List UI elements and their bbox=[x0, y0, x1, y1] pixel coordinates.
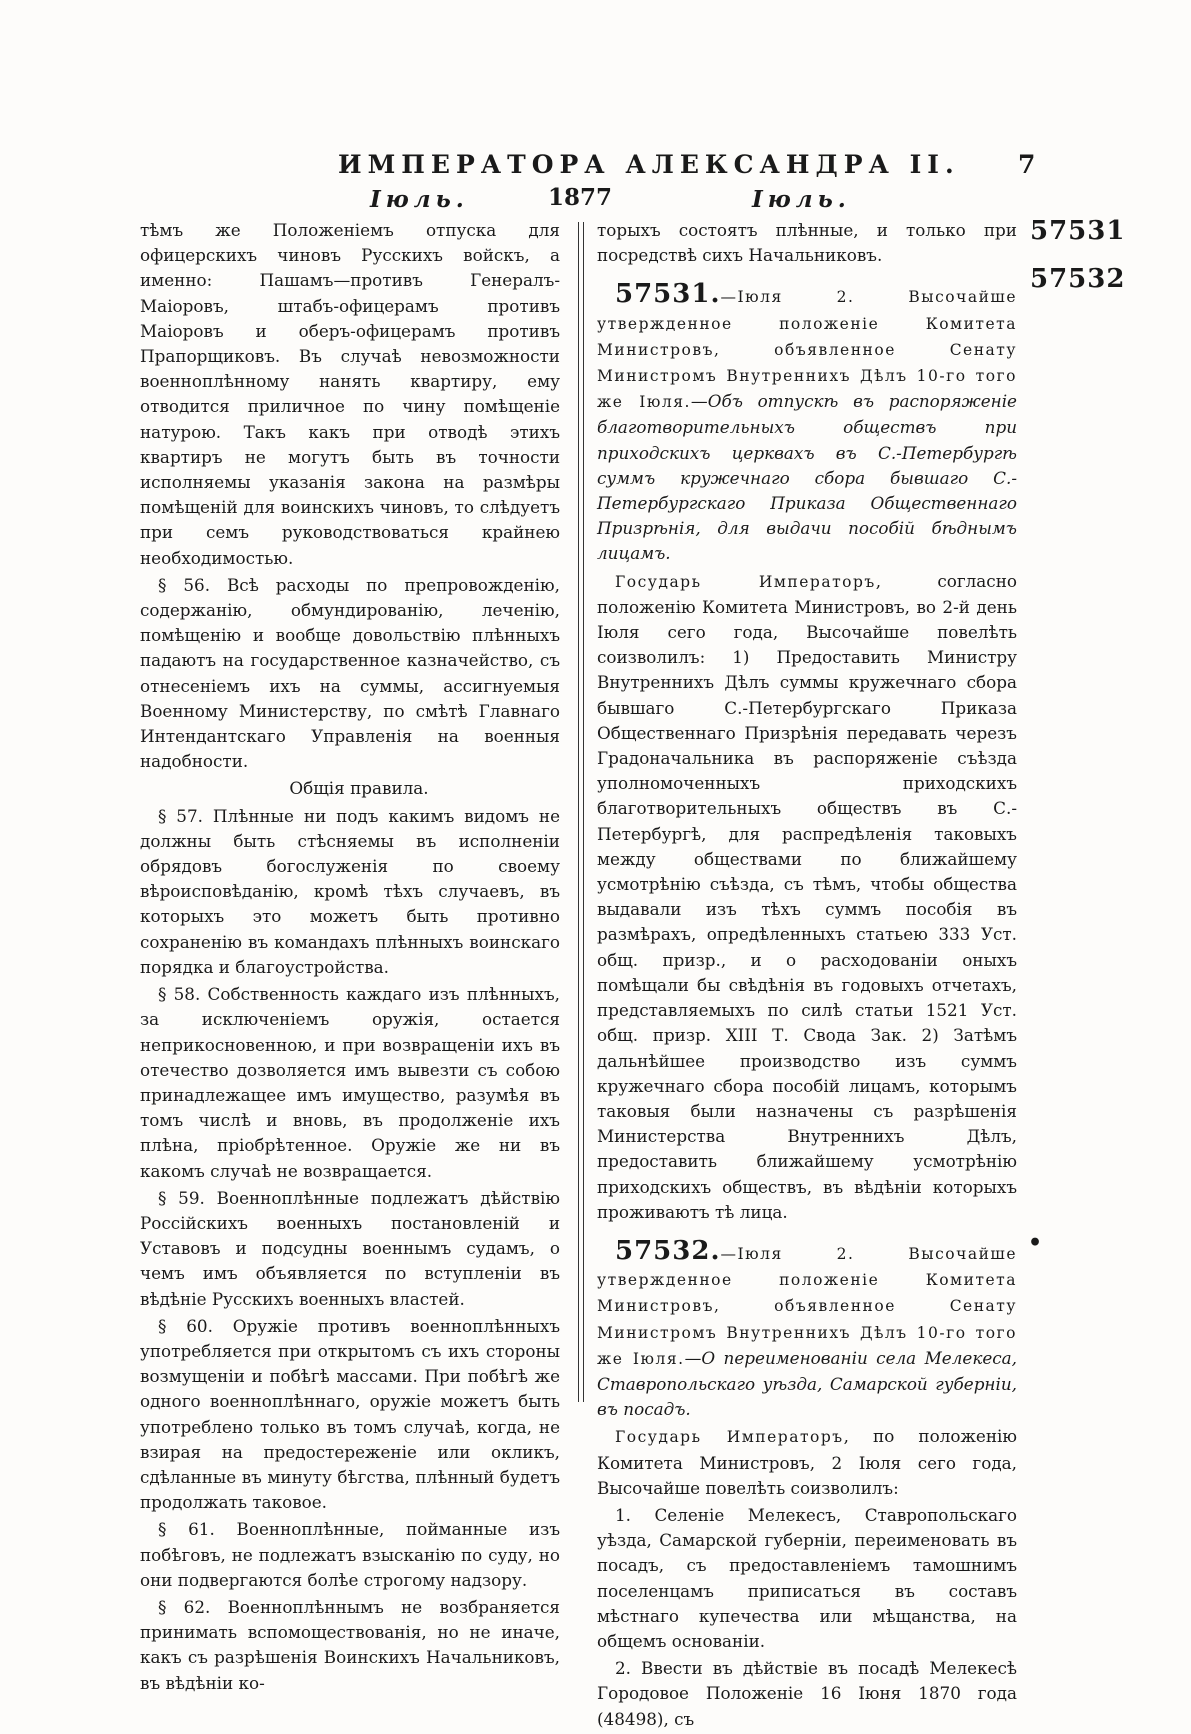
article-item-2: 2. Ввести въ дѣйствіе въ посадѣ Мелекесѣ Городовое Положеніе 16 Іюня 1870 года (48498), съ bbox=[597, 1658, 1017, 1729]
left-column bbox=[140, 218, 560, 1698]
column-divider bbox=[578, 222, 579, 1402]
article-number: 57532. bbox=[615, 1235, 721, 1266]
article-57532-body bbox=[597, 1424, 1017, 1501]
article-number: 57531. bbox=[615, 279, 721, 310]
article-date-heading: —Іюля 2. Высочайше утвержденное положеніе Комитета Министровъ, объявленное Сенату Министромъ Внутреннихъ Дѣлъ 10-го того же Іюля. bbox=[597, 288, 1017, 412]
paragraph-61: § 61. Военноплѣнные, пойманные изъ побѣговъ, не подлежатъ взысканію по суду, но они подвергаются болѣе строгому надзору. bbox=[140, 1519, 560, 1590]
margin-mark: • bbox=[1028, 1230, 1043, 1256]
paragraph-60: § 60. Оружіе противъ военноплѣнныхъ употребляется при открытомъ съ ихъ стороны возмущеніи и побѣгѣ массами. При побѣгѣ же одного военноплѣннаго, оружіе можетъ быть употреблено только въ томъ случаѣ, когда, не взирая на предостереженіе или окликъ, сдѣланные въ минуту бѣгства, плѣнный будетъ продолжать таковое. bbox=[140, 1315, 560, 1513]
paragraph-57: § 57. Плѣнные ни подъ какимъ видомъ не должны быть стѣсняемы въ исполненіи обрядовъ богослуженія по своему вѣроисповѣданію, кромѣ тѣхъ случаевъ, въ которыхъ это можетъ быть противно сохраненію въ командахъ плѣнныхъ воинскаго порядка и благоустройства. bbox=[140, 805, 560, 977]
month-left: Іюль. bbox=[370, 186, 469, 213]
section-subheading: Общія правила. bbox=[289, 778, 429, 799]
margin-article-number: 57531 bbox=[1030, 216, 1126, 246]
emperor-title: Государь Императоръ bbox=[615, 572, 876, 591]
article-date-heading: —Іюля 2. Высочайше утвержденное положеніе Комитета Министровъ, объявленное Сенату Министромъ Внутреннихъ Дѣлъ 10-го того же Іюля. bbox=[597, 1244, 1017, 1368]
month-right: Іюль. bbox=[752, 186, 851, 213]
article-57531-heading bbox=[597, 279, 1017, 566]
article-title: —Объ отпускѣ въ распоряженіе благотворительныхъ обществъ при приходскихъ церквахъ въ С.-Петербургѣ суммъ кружечнаго сбора бывшаго С.-Петербургскаго Приказа Общественнаго Призрѣнія, для выдачи пособій бѣднымъ лицамъ. bbox=[597, 391, 1017, 564]
paragraph-59: § 59. Военноплѣнные подлежатъ дѣйствію Россійскихъ военныхъ постановленій и Уставовъ и подсудны военнымъ судамъ, о чемъ имъ объявляется по вступленіи въ вѣдѣніе Русскихъ военныхъ властей. bbox=[140, 1187, 560, 1309]
margin-article-number: 57532 bbox=[1030, 264, 1126, 294]
page-number: 7 bbox=[1018, 150, 1036, 179]
article-title: —О переименованіи села Мелекеса, Ставропольскаго уѣзда, Самарской губерніи, въ посадъ. bbox=[597, 1347, 1018, 1420]
emperor-title: Государь Императоръ bbox=[615, 1428, 844, 1447]
article-text: , по положенію Комитета Министровъ, 2 Іюля сего года, Высочайше повелѣть соизволилъ: bbox=[597, 1426, 1017, 1498]
article-57532-heading bbox=[597, 1235, 1018, 1422]
paragraph-56: § 56. Всѣ расходы по препровожденію, содержанію, обмундированію, леченію, помѣщенію и вообще довольствію плѣнныхъ падаютъ на государственное казначейство, съ отнесеніемъ ихъ на суммы, ассигнуемыя Военному Министерству, по смѣтѣ Главнаго Интендантскаго Управленія на военныя надобности. bbox=[140, 574, 560, 772]
year: 1877 bbox=[548, 184, 613, 211]
article-text: , согласно положенію Комитета Министровъ, во 2-й день Іюля сего года, Высочайше повелѣть соизволилъ: 1) Предоставить Министру Внутреннихъ Дѣлъ суммы кружечнаго сбора бывшаго С.-Петербургскаго Приказа Общественнаго Призрѣнія передавать черезъ Градоначальника въ распоряженіе съѣзда уполномоченныхъ приходскихъ благотворительныхъ обществъ въ С.-Петербургѣ, для распредѣленія таковыхъ между обществами по ближайшему усмотрѣнію съѣзда, съ тѣмъ, чтобы общества выдавали изъ тѣхъ суммъ пособія въ размѣрахъ, опредѣленныхъ статьею 333 Уст. общ. призр., и о расходованіи оныхъ помѣщали бы свѣдѣнія въ годовыхъ отчетахъ, представляемыхъ по силѣ статьи 1521 Уст. общ. призр. XIII Т. Свода Зак. 2) Затѣмъ дальнѣйшее производство изъ суммъ кружечнаго сбора пособій лицамъ, которымъ таковыя были назначены съ разрѣшенія Министерства Внутреннихъ Дѣлъ, предоставить ближайшему усмотрѣнію приходскихъ обществъ, въ вѣдѣніи которыхъ проживаютъ тѣ лица. bbox=[597, 570, 1017, 1222]
article-57531-body bbox=[597, 569, 1017, 1225]
right-column bbox=[597, 218, 1017, 1734]
column-divider bbox=[583, 222, 584, 1402]
paragraph: тѣмъ же Положеніемъ отпуска для офицерскихъ чиновъ Русскихъ войскъ, а именно: Пашамъ—противъ Генералъ-Маіоровъ, штабъ-офицерамъ противъ Маіоровъ и оберъ-офицерамъ противъ Прапорщиковъ. Въ случаѣ невозможности военноплѣнному нанять квартиру, ему отводится приличное по чину помѣщеніе натурою. Такъ какъ при отводѣ этихъ квартиръ не могутъ быть въ точности исполняемы указанія закона на размѣры помѣщеній для воинскихъ чиновъ, то слѣдуетъ при семъ руководствоваться крайнею необходимостью. bbox=[140, 220, 560, 568]
paragraph: торыхъ состоятъ плѣнные, и только при посредствѣ сихъ Начальниковъ. bbox=[597, 220, 1017, 266]
page-header bbox=[0, 0, 1191, 213]
article-item-1: 1. Селеніе Мелекесъ, Ставропольскаго уѣзда, Самарской губерніи, переименовать въ посадъ, съ предоставленіемъ тамошнимъ поселенцамъ приписаться въ составъ мѣстнаго купечества или мѣщанства, на общемъ основаніи. bbox=[597, 1504, 1017, 1651]
paragraph-62: § 62. Военноплѣннымъ не возбраняется принимать вспомоществованія, но не иначе, какъ съ разрѣшенія Воинскихъ Начальниковъ, въ вѣдѣніи ко- bbox=[140, 1596, 560, 1693]
paragraph-58: § 58. Собственность каждаго изъ плѣнныхъ, за исключеніемъ оружія, остается неприкосновенною, и при возвращеніи ихъ въ отечество дозволяется имъ вывезти съ собою принадлежащее имъ имущество, разумѣя въ томъ числѣ и вновь, въ продолженіе ихъ плѣна, пріобрѣтенное. Оружіе же ни въ какомъ случаѣ не возвращается. bbox=[140, 984, 560, 1181]
running-title: ИМПЕРАТОРА АЛЕКСАНДРА II. bbox=[338, 150, 960, 179]
